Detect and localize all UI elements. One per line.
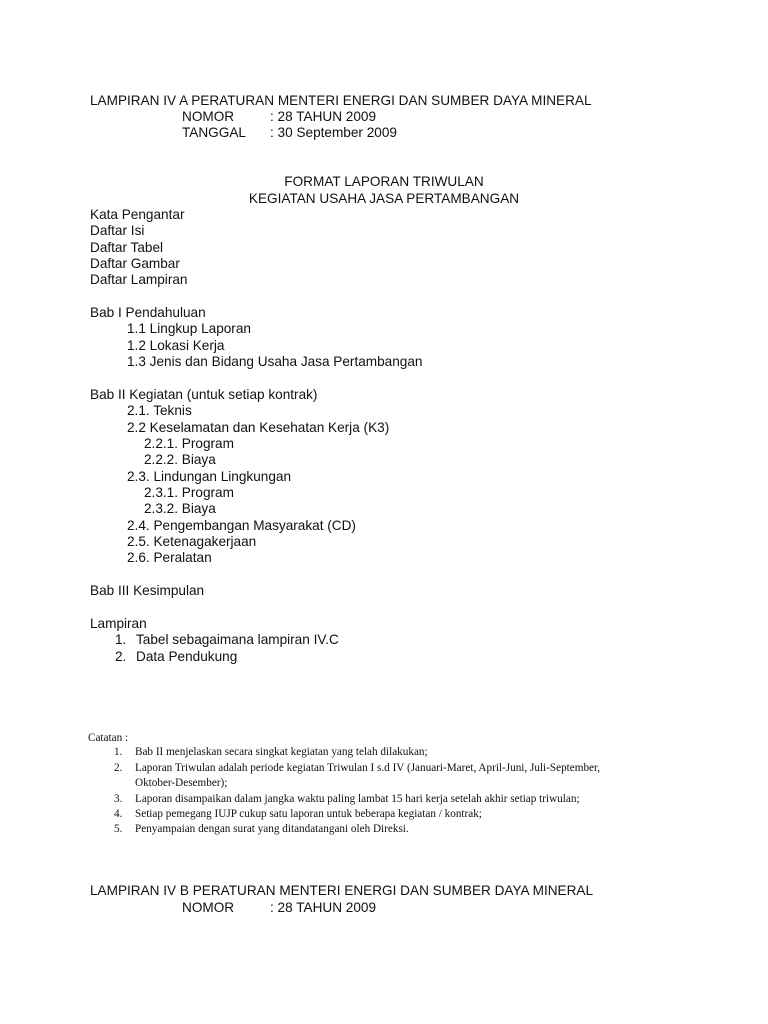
catatan-num: 3. <box>114 793 123 805</box>
front-matter-item: Daftar Isi <box>90 223 145 238</box>
doc-title-line2: KEGIATAN USAHA JASA PERTAMBANGAN <box>248 191 520 206</box>
bab2-item: 2.2 Keselamatan dan Kesehatan Kerja (K3) <box>127 420 390 435</box>
bab2-item: 2.5. Ketenagakerjaan <box>127 534 257 549</box>
lampiran-a-title: LAMPIRAN IV A PERATURAN MENTERI ENERGI DAN SUMBER DAYA MINERAL <box>90 93 592 108</box>
bab2-subitem: 2.3.1. Program <box>144 485 234 500</box>
nomor-value: : 28 TAHUN 2009 <box>270 109 377 124</box>
catatan-item-cont: Oktober-Desember); <box>135 777 228 789</box>
bab2-item: 2.6. Peralatan <box>127 550 212 565</box>
bab2-subitem: 2.2.2. Biaya <box>144 452 216 467</box>
nomor-value-b: : 28 TAHUN 2009 <box>270 900 377 915</box>
bab2-subitem: 2.3.2. Biaya <box>144 501 216 516</box>
lampiran-b-title: LAMPIRAN IV B PERATURAN MENTERI ENERGI DAN SUMBER DAYA MINERAL <box>90 883 594 898</box>
bab2-item: 2.4. Pengembangan Masyarakat (CD) <box>127 518 356 533</box>
bab3-title: Bab III Kesimpulan <box>90 583 205 598</box>
catatan-num: 1. <box>114 746 123 758</box>
catatan-item: Bab II menjelaskan secara singkat kegiatan yang telah dilakukan; <box>135 746 428 758</box>
front-matter-item: Daftar Lampiran <box>90 272 188 287</box>
catatan-num: 2. <box>114 762 123 774</box>
tanggal-value: : 30 September 2009 <box>270 125 397 140</box>
catatan-item: Laporan disampaikan dalam jangka waktu paling lambat 15 hari kerja setelah akhir setiap triwulan; <box>135 793 580 805</box>
bab2-subitem: 2.2.1. Program <box>144 436 234 451</box>
bab1-item: 1.2 Lokasi Kerja <box>127 338 225 353</box>
bab1-item: 1.1 Lingkup Laporan <box>127 321 251 336</box>
bab1-item: 1.3 Jenis dan Bidang Usaha Jasa Pertambangan <box>127 354 423 369</box>
lampiran-item: Data Pendukung <box>136 649 238 664</box>
catatan-item: Penyampaian dengan surat yang ditandatangani oleh Direksi. <box>135 823 409 835</box>
bab2-item: 2.3. Lindungan Lingkungan <box>127 469 292 484</box>
doc-title-line1: FORMAT LAPORAN TRIWULAN <box>284 174 484 189</box>
catatan-num: 4. <box>114 808 123 820</box>
nomor-label: NOMOR <box>182 109 235 124</box>
lampiran-item: Tabel sebagaimana lampiran IV.C <box>136 632 339 647</box>
nomor-label-b: NOMOR <box>182 900 235 915</box>
bab2-title: Bab II Kegiatan (untuk setiap kontrak) <box>90 387 318 402</box>
front-matter-item: Daftar Gambar <box>90 256 180 271</box>
bab2-item: 2.1. Teknis <box>127 403 192 418</box>
lampiran-num: 1. <box>115 632 127 647</box>
catatan-item: Setiap pemegang IUJP cukup satu laporan untuk beberapa kegiatan / kontrak; <box>135 808 482 820</box>
catatan-title: Catatan : <box>88 732 129 744</box>
catatan-item: Laporan Triwulan adalah periode kegiatan Triwulan I s.d IV (Januari-Maret, April-Juni, Juli-September, <box>135 762 601 774</box>
bab1-title: Bab I Pendahuluan <box>90 305 206 320</box>
catatan-num: 5. <box>114 823 123 835</box>
lampiran-num: 2. <box>115 649 127 664</box>
front-matter-item: Daftar Tabel <box>90 240 164 255</box>
tanggal-label: TANGGAL <box>182 125 246 140</box>
lampiran-title: Lampiran <box>90 616 147 631</box>
front-matter-item: Kata Pengantar <box>90 207 185 222</box>
